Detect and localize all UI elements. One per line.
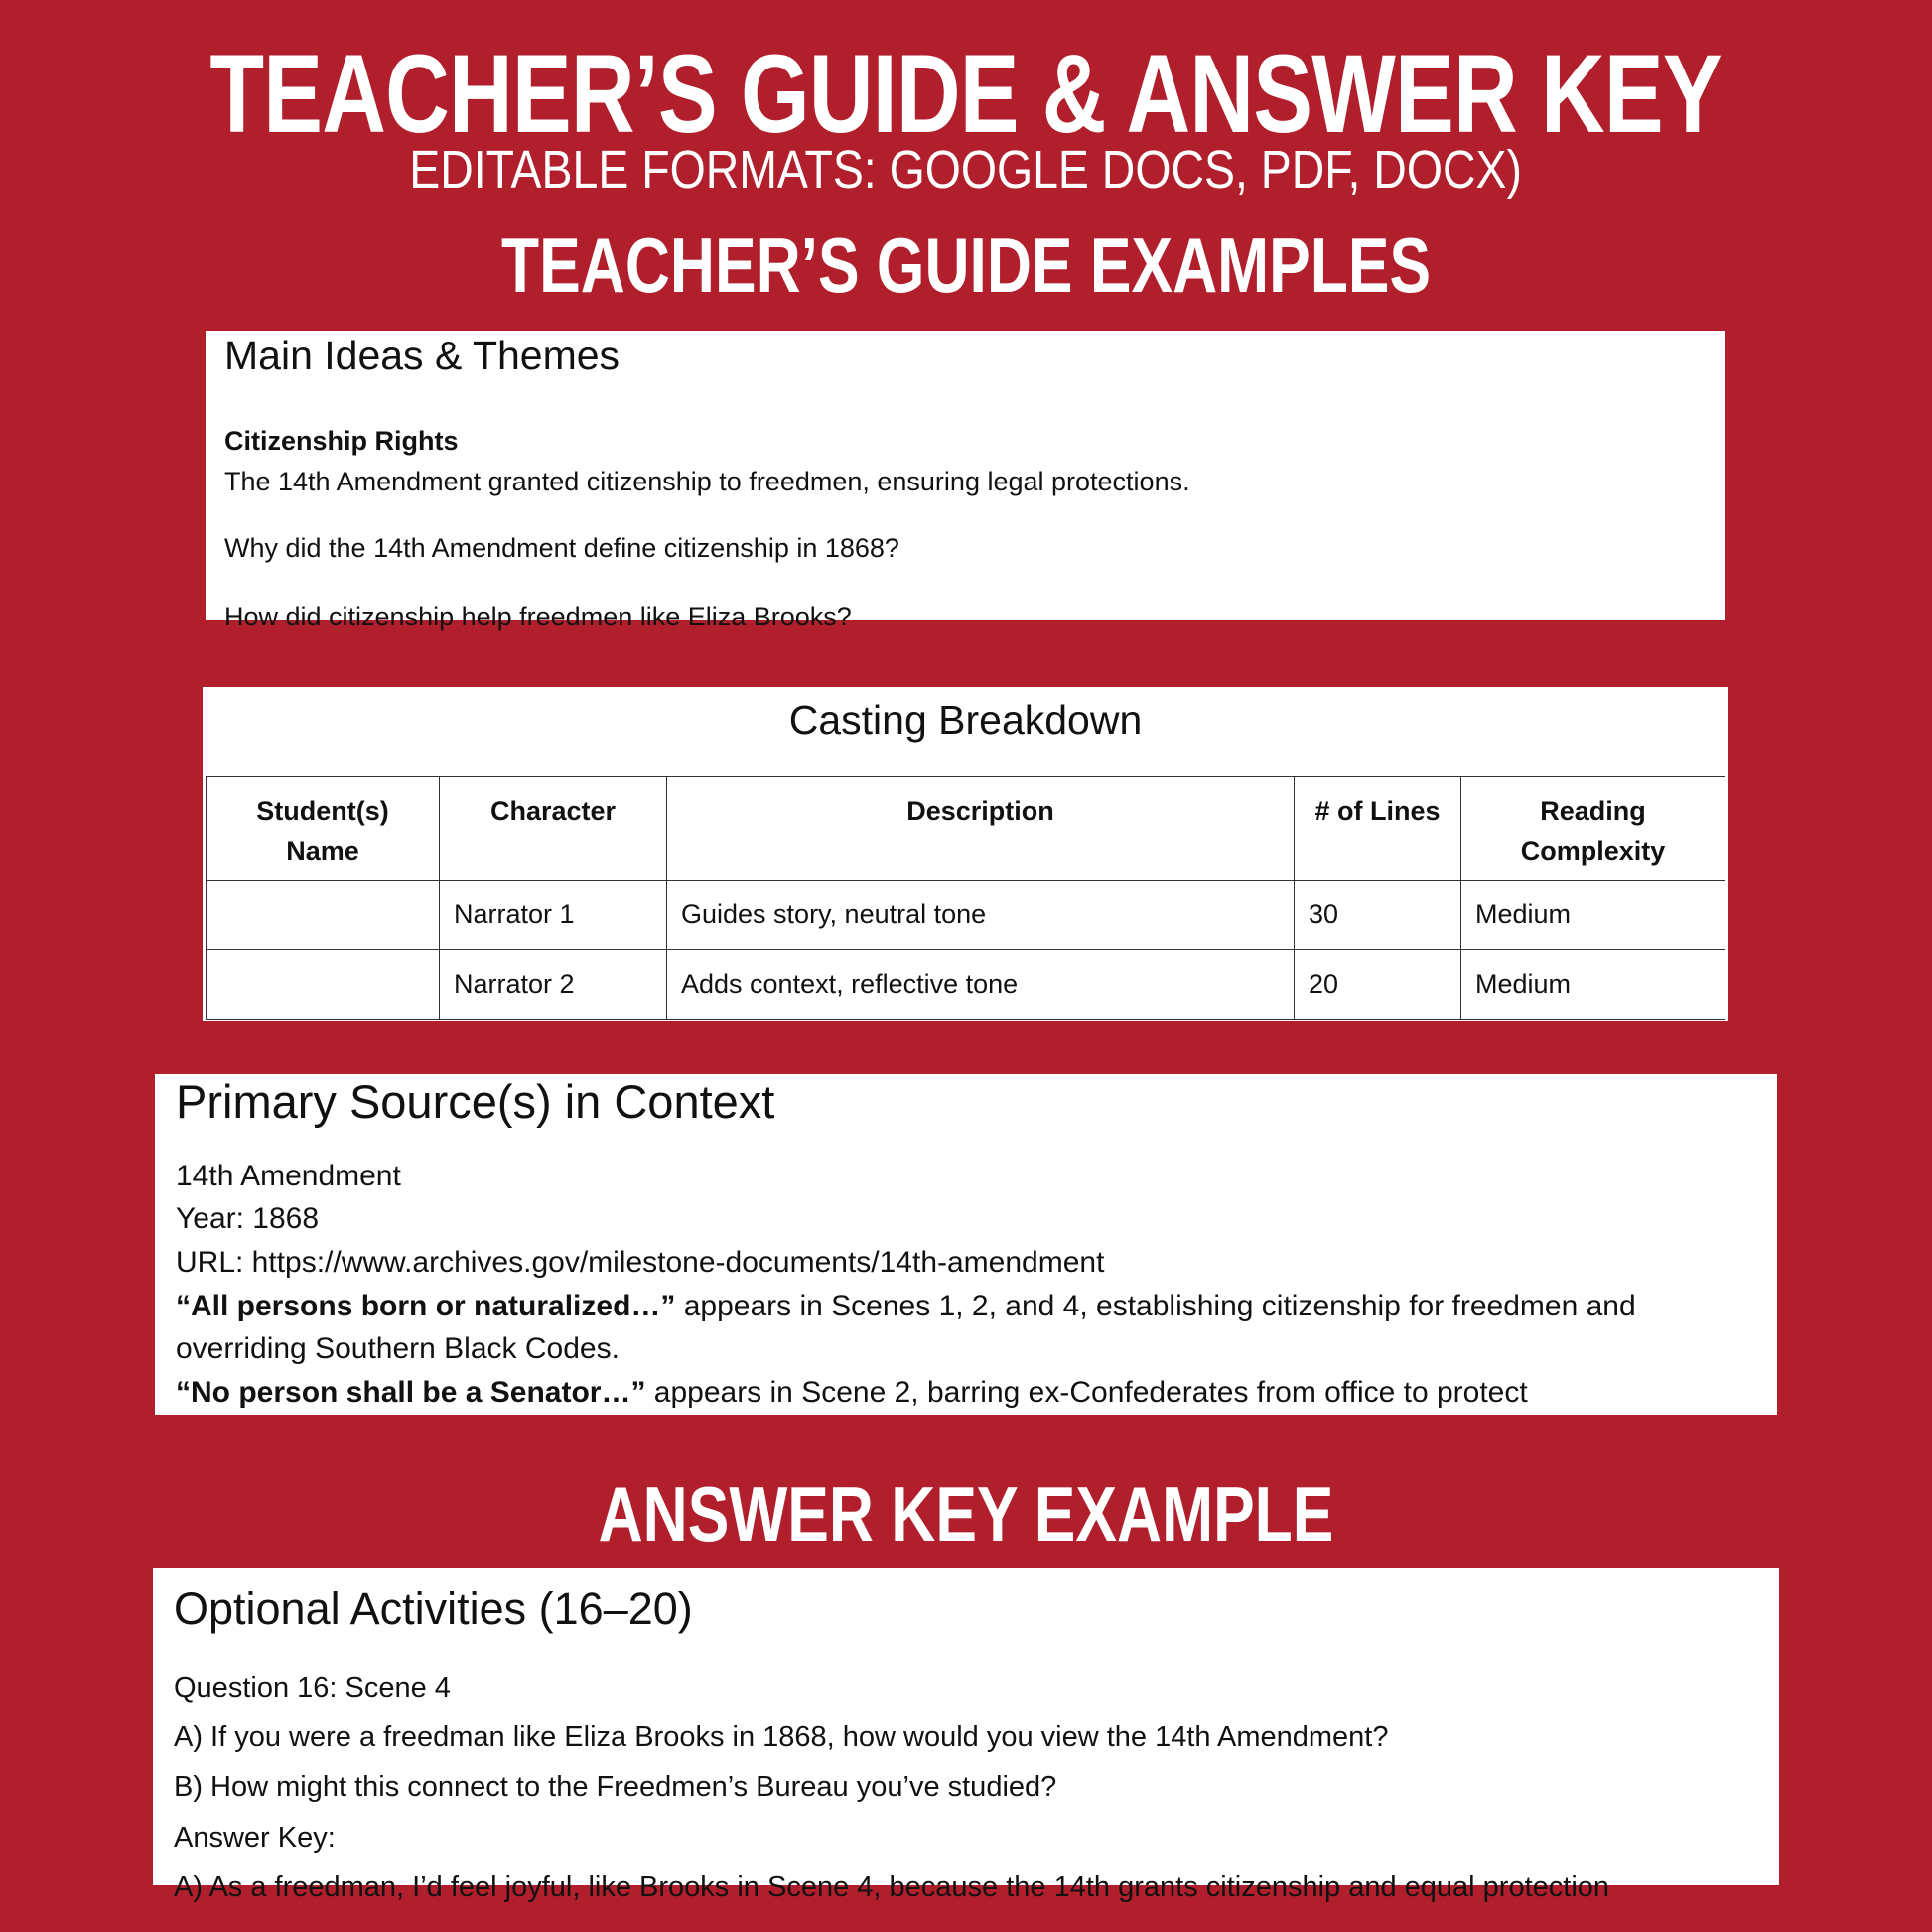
main-ideas-question: How did citizenship help freedmen like Eliza Brooks? <box>224 602 852 631</box>
question-part-a: A) If you were a freedman like Eliza Brooks in 1868, how would you view the 14th Amendment? <box>174 1722 1389 1753</box>
table-row <box>207 950 1725 1020</box>
cell: 20 <box>1295 950 1461 1020</box>
col-header: Description <box>667 777 1295 881</box>
casting-table <box>206 776 1725 1020</box>
source-year: Year: 1868 <box>176 1202 320 1235</box>
quote-1-continued: overriding Southern Black Codes. <box>176 1332 620 1365</box>
answer-key-card <box>153 1568 1779 1903</box>
main-ideas-question: Why did the 14th Amendment define citizenship in 1868? <box>224 533 899 563</box>
answer-key-heading-text: ANSWER KEY EXAMPLE <box>598 1470 1334 1558</box>
primary-source-card <box>155 1074 1777 1415</box>
primary-source-title: Primary Source(s) in Context <box>176 1075 775 1128</box>
answer-key-title: Optional Activities (16–20) <box>174 1584 693 1634</box>
quote-1-text: appears in Scenes 1, 2, and 4, establishing citizenship for freedmen and <box>675 1290 1636 1322</box>
casting-card <box>203 687 1728 1021</box>
col-header: # of Lines <box>1295 777 1461 881</box>
col-header: Student(s) Name <box>207 777 440 881</box>
guide-heading <box>0 220 1932 311</box>
cell: 30 <box>1295 881 1461 950</box>
source-url[interactable]: URL: https://www.archives.gov/milestone-documents/14th-amendment <box>176 1246 1105 1279</box>
main-ideas-summary: The 14th Amendment granted citizenship to freedmen, ensuring legal protections. <box>224 467 1190 496</box>
main-ideas-title: Main Ideas & Themes <box>224 333 621 378</box>
cell: Medium <box>1461 881 1725 950</box>
quote-1: “All persons born or naturalized…” <box>176 1290 676 1322</box>
cell: Guides story, neutral tone <box>667 881 1295 950</box>
table-header-row <box>207 777 1725 881</box>
question-label: Question 16: Scene 4 <box>174 1672 451 1704</box>
guide-heading-text: TEACHER’S GUIDE EXAMPLES <box>500 221 1432 309</box>
col-header: Reading Complexity <box>1461 777 1725 881</box>
cell[interactable] <box>207 881 440 950</box>
main-ideas-card <box>206 331 1725 631</box>
table-row <box>207 881 1725 950</box>
answer-a: A) As a freedman, I’d feel joyful, like Brooks in Scene 4, because the 14th grants citizenship and equal protection <box>174 1871 1610 1903</box>
cell: Adds context, reflective tone <box>667 950 1295 1020</box>
main-ideas-subheading: Citizenship Rights <box>224 426 459 456</box>
answer-key-label: Answer Key: <box>174 1822 336 1854</box>
subtitle <box>0 139 1932 201</box>
cell: Narrator 1 <box>440 881 667 950</box>
quote-2-line <box>176 1376 1528 1410</box>
cell[interactable] <box>207 950 440 1020</box>
question-part-b: B) How might this connect to the Freedmen’s Bureau you’ve studied? <box>174 1771 1057 1803</box>
quote-1-line <box>176 1290 1636 1323</box>
col-header: Character <box>440 777 667 881</box>
casting-title: Casting Breakdown <box>788 697 1143 743</box>
answer-key-heading <box>0 1469 1932 1560</box>
cell: Medium <box>1461 950 1725 1020</box>
source-name: 14th Amendment <box>176 1160 401 1192</box>
cell: Narrator 2 <box>440 950 667 1020</box>
main-title-text: TEACHER’S GUIDE & ANSWER KEY <box>209 32 1723 156</box>
quote-2: “No person shall be a Senator…” <box>176 1376 646 1409</box>
quote-2-text: appears in Scene 2, barring ex-Confederates from office to protect <box>645 1376 1528 1409</box>
subtitle-text: EDITABLE FORMATS: GOOGLE DOCS, PDF, DOCX) <box>409 140 1523 200</box>
